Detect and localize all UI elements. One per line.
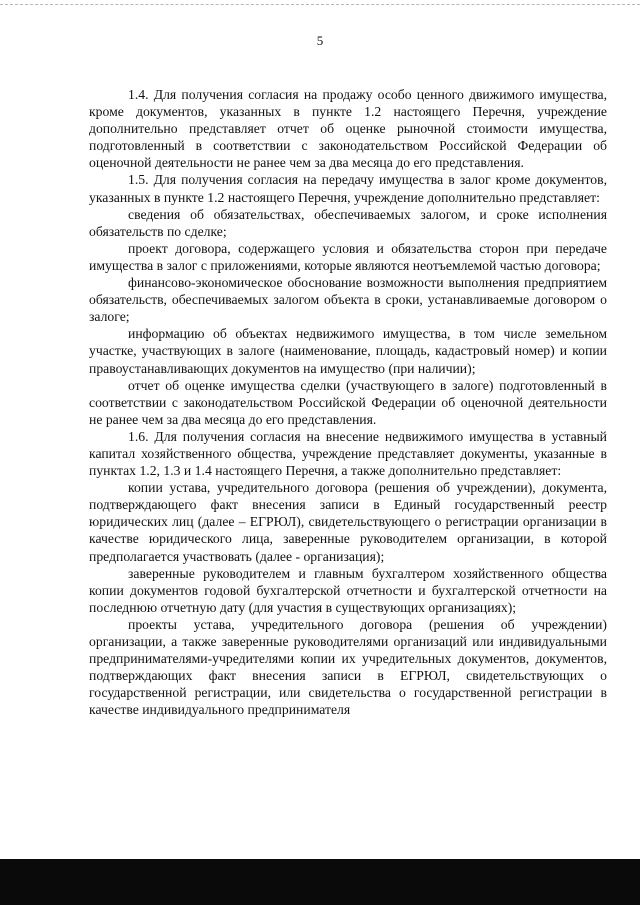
- scan-bottom-border: [0, 859, 640, 905]
- list-item-real-estate-info: информацию об объектах недвижимого имущества, в том числе земельном участке, участвующих в залоге (наименование, площадь, кадастровый номер) и копии правоустанавливающих документов на имущество (при наличии);: [89, 326, 607, 376]
- list-item-draft-charter: проекты устава, учредительного договора (решения об учреждении) организации, а также заверенные руководителями организаций или индивидуальными предпринимателями-учредителями копии их учредительных документов, документов, подтверждающих факт внесения записи в ЕГРЮЛ, свидетельствующих о государственной регистрации, или свидетельства о государственной регистрации в качестве индивидуального предпринимателя: [89, 616, 607, 718]
- paragraph-1-4: 1.4. Для получения согласия на продажу особо ценного движимого имущества, кроме документов, указанных в пункте 1.2 настоящего Перечня, учреждение дополнительно представляет отчет об оценке рыночной стоимости имущества, подготовленный в соответствии с законодательством Российской Федерации об оценочной деятельности не ранее чем за два месяца до его представления.: [89, 87, 607, 171]
- list-item-contract-draft: проект договора, содержащего условия и обязательства сторон при передаче имущества в залог с приложениями, которые являются неотъемлемой частью договора;: [89, 240, 607, 273]
- body-text: [89, 86, 607, 718]
- list-item-obligations: сведения об обязательствах, обеспечиваемых залогом, и сроке исполнения обязательств по сделке;: [89, 206, 607, 239]
- scan-edge: [0, 4, 640, 8]
- list-item-accounting-copies: заверенные руководителем и главным бухгалтером хозяйственного общества копии документов годовой бухгалтерской отчетности и бухгалтерской отчетности на последнюю отчетную дату (для участия в существующих организациях);: [89, 565, 607, 615]
- list-item-charter-copies: копии устава, учредительного договора (решения об учреждении), документа, подтверждающего факт внесения записи в Единый государственный реестр юридических лиц (далее – ЕГРЮЛ), свидетельствующего о регистрации организации в качестве юридического лица, заверенные руководителем организации, в которой предполагается участвовать (далее - организация);: [89, 480, 607, 564]
- paragraph-1-5: 1.5. Для получения согласия на передачу имущества в залог кроме документов, указанных в пункте 1.2 настоящего Перечня, учреждение дополнительно представляет:: [89, 172, 607, 205]
- page-number: 5: [316, 33, 324, 48]
- list-item-valuation-report: отчет об оценке имущества сделки (участвующего в залоге) подготовленный в соответствии с законодательством Российской Федерации об оценочной деятельности не ранее чем за два месяца до его представления.: [89, 377, 607, 427]
- paragraph-1-6: 1.6. Для получения согласия на внесение недвижимого имущества в уставный капитал хозяйственного общества, учреждение представляет документы, указанные в пунктах 1.2, 1.3 и 1.4 настоящего Перечня, а также дополнительно представляет:: [89, 428, 607, 479]
- list-item-financial-justification: финансово-экономическое обоснование возможности выполнения предприятием обязательств, обеспечиваемых залогом объекта в сроки, устанавливаемые договором о залоге;: [89, 275, 607, 325]
